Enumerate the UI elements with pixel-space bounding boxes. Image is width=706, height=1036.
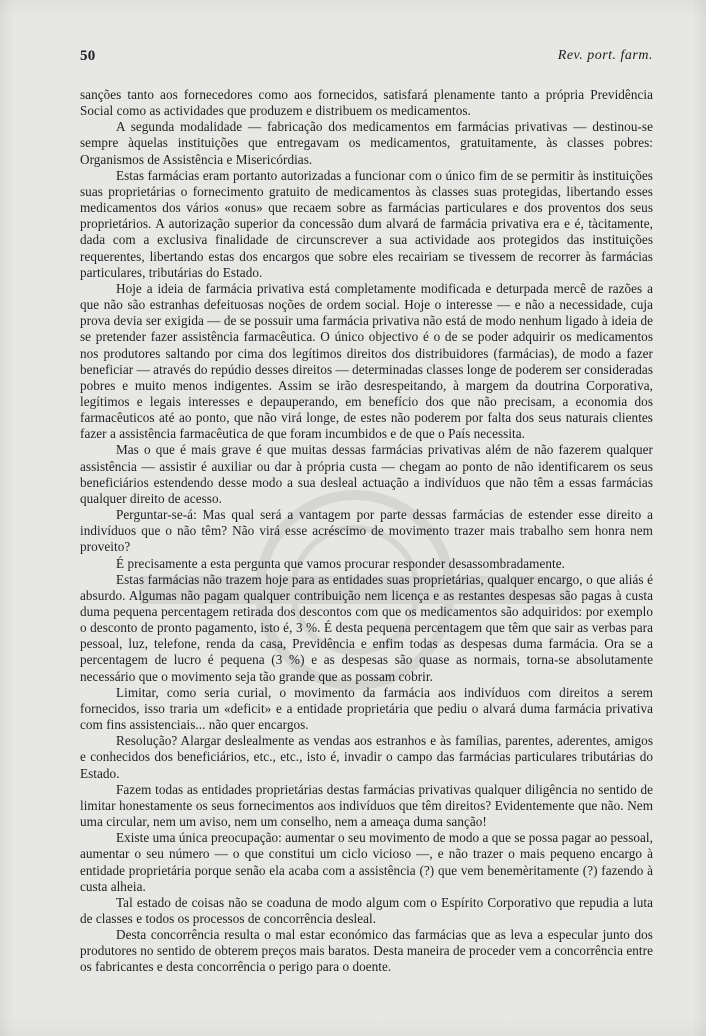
paragraph-encargos: Estas farmácias não trazem hoje para as entidades suas proprietárias, qualquer encargo, o que aliás é absurdo. Algumas não pagam qualquer contribuição nem licença e as restantes despesas são pagas à custa duma pequena percentagem retirada dos descontos com que os medicamentos são adquiridos: por exemplo o desconto de pronto pagamento, isto é, 3 %. É desta pequena percentagem que têm que sair as verbas para pessoal, luz, telefone, renda da casa, Previdência e enfim todas as despesas duma farmácia. Ora se a percentagem de lucro é pequena (3 %) e as despesas são quase as normais, torna-se absolutamente necessário que o movimento seja tão grande que as possam cobrir. (80, 571, 653, 684)
paragraph-limitar: Limitar, como seria curial, o movimento da farmácia aos indivíduos com direitos a serem fornecidos, isso traria um «deficit» e a entidade proprietária que pediu o alvará duma farmácia privativa com fins assistenciais... não quer encargos. (80, 684, 653, 733)
paragraph-resposta: É precisamente a esta pergunta que vamos procurar responder desassombradamente. (116, 555, 565, 571)
paragraph-continuation: sanções tanto aos fornecedores como aos fornecidos, satisfará plenamente tanto a própria Previdência Social como as actividades que produzem e distribuem os medicamentos. (80, 87, 653, 119)
paragraph-mais-grave: Mas o que é mais grave é que muitas dessas farmácias privativas além de não fazerem qualquer assistência — assistir é auxiliar ou dar à própria custa — chegam ao ponto de não identificarem os seus beneficiários estendendo desse modo a sua desleal actuação a indivíduos que não têm a essas farmácias qualquer direito de acesso. (80, 442, 653, 506)
page-number: 50 (80, 48, 96, 64)
paragraph-resolucao: Resolução? Alargar deslealmente as vendas aos estranhos e às famílias, parentes, aderentes, amigos e conhecidos dos beneficiários, etc., etc., isto é, invadir o campo das farmácias particulares tributárias do Estado. (80, 733, 653, 781)
paragraph-diligencia: Fazem todas as entidades proprietárias destas farmácias privativas qualquer diligência no sentido de limitar honestamente os seus fornecimentos aos indivíduos que têm direitos? Evidentemente que não. Nem uma circular, nem um aviso, nem um conselho, nem a ameaça duma sanção! (80, 781, 653, 830)
paragraph-pergunta: Perguntar-se-á: Mas qual será a vantagem por parte dessas farmácias de estender esse direito a indivíduos que o não têm? Não virá esse acréscimo de movimento trazer mais trabalho sem honra nem proveito? (80, 507, 653, 555)
page-header (80, 48, 653, 68)
paragraph-preocupacao: Existe uma única preocupação: aumentar o seu movimento de modo a que se possa pagar ao pessoal, aumentar o seu número — o que constitui um ciclo vicioso —, e não trazer o mais pequeno encargo à entidade proprietária porque senão ela acaba com a assistência (?) que vem benemèritamente (?) fazendo à custa alheia. (80, 830, 653, 894)
article-body (80, 87, 653, 976)
paragraph-farmacias-autorizadas: Estas farmácias eram portanto autorizadas a funcionar com o único fim de se permitir às instituições suas proprietárias o fornecimento gratuito de medicamentos às classes suas protegidas, libertando esses medicamentos dos vários «onus» que recaem sobre as farmácias particulares e dos proventos dos seus proprietários. A autorização superior da concessão dum alvará de farmácia privativa era e é, tàcitamente, dada com a exclusiva finalidade de circunscrever a sua actividade aos protegidos das instituições requerentes, libertando estas dos encargos que sobre eles recairiam se tivessem de recorrer às farmácias particulares, tributárias do Estado. (80, 167, 653, 280)
paragraph-espirito-corporativo: Tal estado de coisas não se coaduna de modo algum com o Espírito Corporativo que repudia a luta de classes e todos os processos de concorrência desleal. (80, 894, 653, 926)
paragraph-concorrencia: Desta concorrência resulta o mal estar económico das farmácias que as leva a especular junto dos produtores no sentido de obterem preços mais baratos. Desta maneira de proceder vem a concorrência entre os fabricantes e desta concorrência o perigo para o doente. (80, 927, 653, 975)
paragraph-ideia-deturpada: Hoje a ideia de farmácia privativa está completamente modificada e deturpada mercê de razões a que não são estranhas defeituosas noções de ordem social. Hoje o interesse — e não a necessidade, cuja prova devia ser exigida — de se possuir uma farmácia privativa não está de modo nenhum ligado à ideia de se pretender fazer assistência farmacêutica. O único objectivo é o de se poder adquirir os medicamentos nos produtores saltando por cima dos legítimos direitos dos distribuidores (farmácias), de modo a fazer beneficiar — através do repúdio desses direitos — determinadas classes longe de poderem ser consideradas pobres e muito menos indigentes. Assim se irão desrespeitando, à margem da doutrina Corporativa, legítimos e legais interesses e depauperando, em benefício dos que não precisam, a economia dos farmacêuticos até ao ponto, que não virá longe, de estes não poderem por falta dos seus naturais clientes fazer a assistência farmacêutica de que foram incumbidos e de que o País necessita. (80, 280, 653, 442)
running-head: Rev. port. farm. (557, 48, 653, 63)
paragraph-segunda-modalidade: A segunda modalidade — fabricação dos medicamentos em farmácias privativas — destinou-se sempre àquelas instituições que entregavam os medicamentos, gratuitamente, às classes pobres: Organismos de Assistência e Misericórdias. (80, 119, 653, 167)
